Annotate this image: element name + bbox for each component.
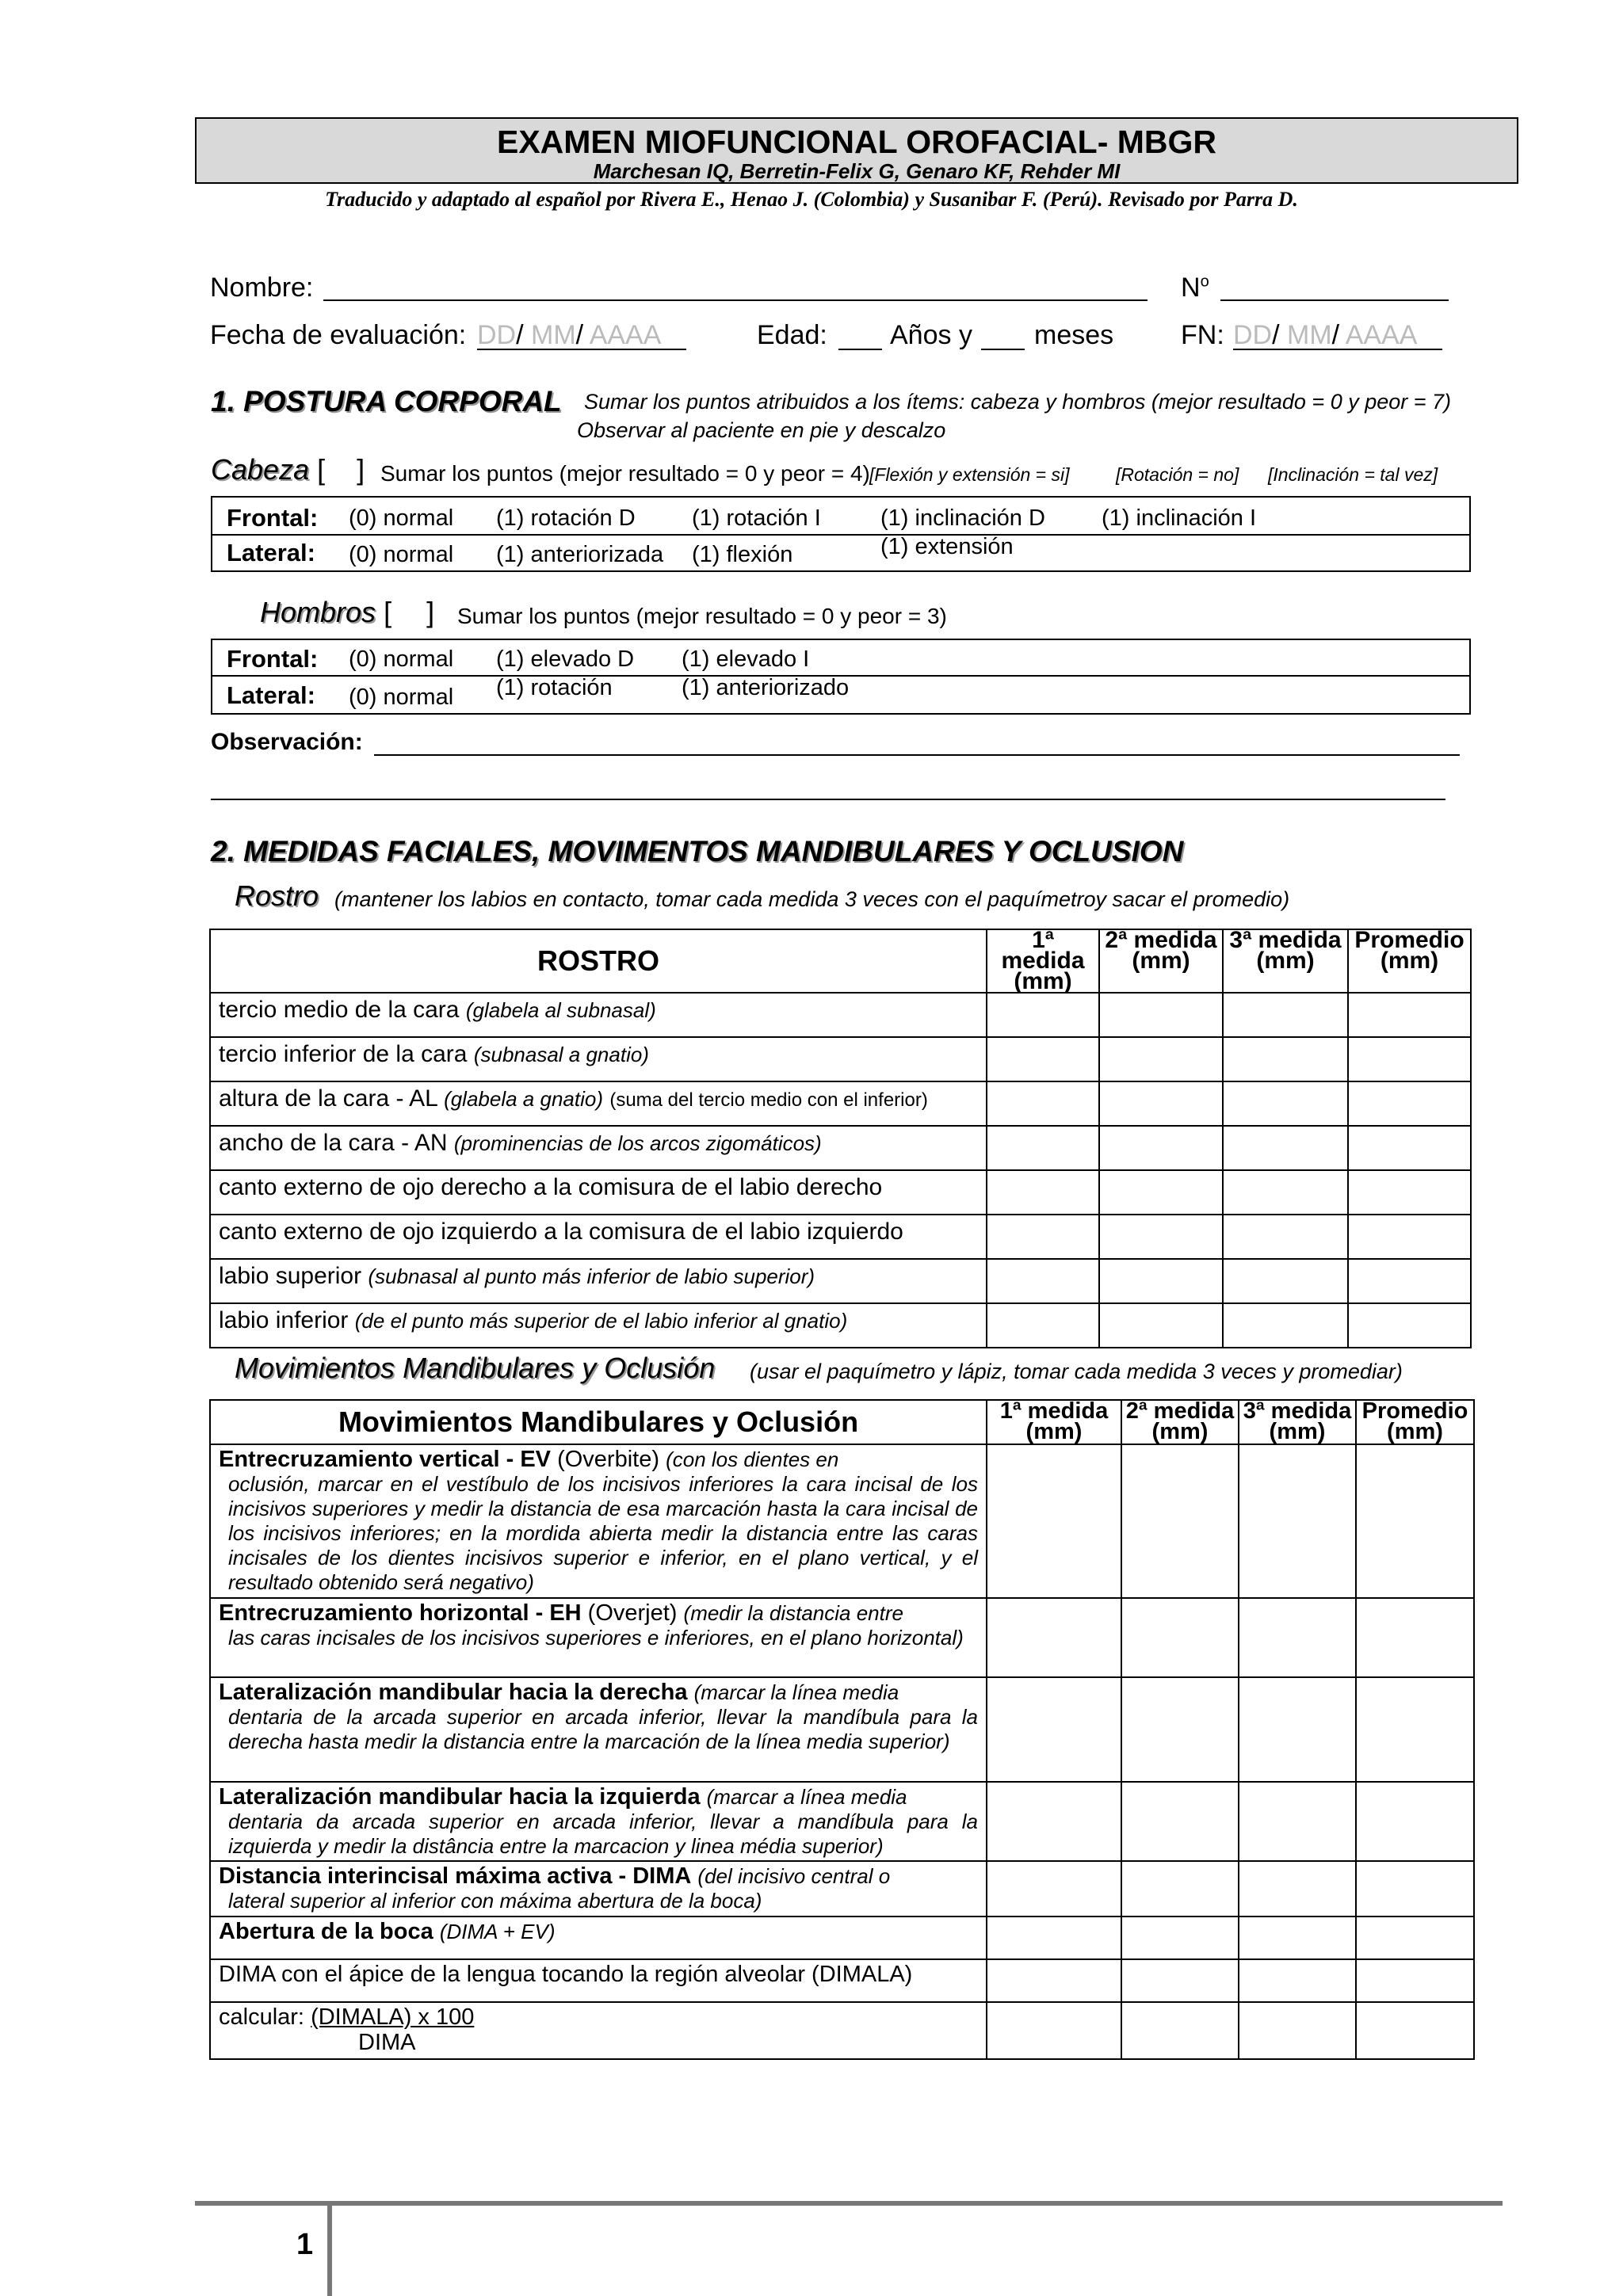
mov-row-label: Abertura de la boca (DIMA + EV) (210, 1917, 987, 1959)
rostro-measure-cell[interactable] (1348, 1215, 1471, 1259)
mov-row-label: DIMA con el ápice de la lengua tocando la región alveolar (DIMALA) (210, 1959, 987, 2002)
rostro-measure-cell[interactable] (1099, 1259, 1223, 1303)
rostro-row-label: labio superior (subnasal al punto más inferior de labio superior) (210, 1259, 987, 1303)
rostro-measure-cell[interactable] (1099, 1081, 1223, 1126)
rostro-measure-cell[interactable] (987, 1259, 1099, 1303)
mov-measure-cell[interactable] (1239, 1598, 1356, 1677)
cabeza-frontal-label: Frontal: (227, 504, 319, 532)
mov-table (209, 1399, 1475, 2060)
cabeza-note-flexion: [Flexión y extensión = si] (869, 464, 1070, 485)
authors: Marchesan IQ, Berretin-Felix G, Genaro KF, Rehder MI (593, 159, 1121, 183)
mov-measure-cell[interactable] (987, 1677, 1121, 1782)
rostro-measure-cell[interactable] (1223, 993, 1348, 1037)
rostro-row-label: tercio medio de la cara (glabela al subnasal) (210, 993, 987, 1037)
mov-measure-cell[interactable] (1239, 2002, 1356, 2059)
rostro-measure-cell[interactable] (1223, 1170, 1348, 1215)
rostro-row (210, 1081, 1471, 1126)
rostro-note: (mantener los labios en contacto, tomar cada medida 3 veces con el paquímetroy sacar el promedio) (334, 887, 1290, 911)
mov-measure-cell[interactable] (1121, 1444, 1239, 1598)
cabeza-lateral-extension[interactable]: (1) extensión (880, 534, 1014, 559)
edad-meses-field[interactable] (981, 349, 1025, 350)
rostro-row-label: ancho de la cara - AN (prominencias de los arcos zigomáticos) (210, 1126, 987, 1170)
document-title: EXAMEN MIOFUNCIONAL OROFACIAL- MBGR (496, 124, 1217, 160)
rostro-row (210, 1303, 1471, 1348)
mov-measure-cell[interactable] (1121, 1677, 1239, 1782)
hombros-options-box (211, 639, 1471, 715)
rostro-measure-cell[interactable] (1348, 1170, 1471, 1215)
footer-rule (195, 2201, 1503, 2206)
fecha-evaluacion-field[interactable]: DD/ MM/ AAAA (477, 320, 662, 350)
mov-measure-cell[interactable] (1121, 2002, 1239, 2059)
cabeza-frontal-inclinacion-i[interactable]: (1) inclinación I (1102, 505, 1257, 531)
rostro-measure-cell[interactable] (1223, 1303, 1348, 1348)
mov-row (210, 1444, 1474, 1598)
rostro-measure-cell[interactable] (987, 1126, 1099, 1170)
rostro-measure-cell[interactable] (1348, 1037, 1471, 1081)
observacion-label: Observación: (211, 729, 363, 755)
cabeza-options-box (211, 496, 1471, 572)
rostro-row (210, 1126, 1471, 1170)
footer-divider (327, 2201, 332, 2296)
mov-measure-cell[interactable] (1239, 1677, 1356, 1782)
mov-row-label: Distancia interincisal máxima activa - DIMA (del incisivo central o lateral superior al inferior con máxima abertura de la boca) (210, 1861, 987, 1917)
observacion-field[interactable] (374, 754, 1460, 756)
section1-note2: Observar al paciente en pie y descalzo (577, 418, 946, 442)
rostro-measure-cell[interactable] (1223, 1126, 1348, 1170)
cabeza-lateral-flexion[interactable]: (1) flexión (692, 542, 793, 567)
rostro-measure-cell[interactable] (1099, 1170, 1223, 1215)
numero-label: $N^o$ (1181, 273, 1209, 303)
mov-measure-cell[interactable] (1356, 1959, 1474, 2002)
rostro-measure-cell[interactable] (987, 1303, 1099, 1348)
cabeza-lateral-normal[interactable]: (0) normal (349, 542, 454, 567)
mov-subtitle: Movimientos Mandibulares y Oclusión (235, 1352, 716, 1384)
rostro-measure-cell[interactable] (1099, 1037, 1223, 1081)
cabeza-lateral-label: Lateral: (227, 539, 315, 566)
mov-measure-cell[interactable] (987, 1782, 1121, 1861)
rostro-col-promedio: Promedio (mm) (1348, 929, 1471, 993)
hombros-frontal-label: Frontal: (227, 645, 319, 673)
rostro-row-label: labio inferior (de el punto más superior de el labio inferior al gnatio) (210, 1303, 987, 1348)
title-box (195, 117, 1518, 184)
cabeza-sum: Sumar los puntos (mejor resultado = 0 y peor = 4) (380, 461, 870, 486)
rostro-measure-cell[interactable] (1348, 1081, 1471, 1126)
mov-row (210, 1677, 1474, 1782)
mov-measure-cell[interactable] (1356, 1444, 1474, 1598)
page-number: 1 (296, 2228, 314, 2261)
mov-measure-cell[interactable] (1239, 1917, 1356, 1959)
cabeza-heading: Cabeza [ ] (211, 453, 365, 486)
observacion-field-line2[interactable] (211, 799, 1445, 800)
rostro-measure-cell[interactable] (987, 1170, 1099, 1215)
mov-row (210, 1782, 1474, 1861)
rostro-measure-cell[interactable] (1348, 1303, 1471, 1348)
translation-credit: Traducido y adaptado al español por Rivera E., Henao J. (Colombia) y Susanibar F. (Perú). Revisado por Parra D. (325, 188, 1298, 211)
mov-row-label: Lateralización mandibular hacia la izquierda (marcar a línea media dentaria da arcada superior en arcada inferior, llevar a mandíbula para la izquierda y medir la distância entre la marcacion y linea média superior) (210, 1782, 987, 1861)
nombre-label: Nombre: (210, 273, 314, 303)
hombros-frontal-elevado-d[interactable]: (1) elevado D (496, 646, 635, 672)
rostro-measure-cell[interactable] (1348, 993, 1471, 1037)
rostro-col-2: 2ª medida (mm) (1099, 929, 1223, 993)
mov-measure-cell[interactable] (1239, 1782, 1356, 1861)
section2-title: 2. MEDIDAS FACIALES, MOVIMENTOS MANDIBULARES Y OCLUSION (211, 835, 1184, 868)
rostro-measure-cell[interactable] (987, 1037, 1099, 1081)
mov-header: Movimientos Mandibulares y Oclusión (210, 1400, 987, 1444)
cabeza-frontal-rotacion-i[interactable]: (1) rotación I (692, 505, 821, 531)
mov-measure-cell[interactable] (1121, 1959, 1239, 2002)
mov-measure-cell[interactable] (987, 2002, 1121, 2059)
hombros-lateral-anteriorizado[interactable]: (1) anteriorizado (682, 675, 850, 700)
mov-measure-cell[interactable] (1356, 1782, 1474, 1861)
mov-measure-cell[interactable] (987, 1917, 1121, 1959)
rostro-measure-cell[interactable] (1223, 1081, 1348, 1126)
fecha-label: Fecha de evaluación: (210, 320, 467, 350)
mov-measure-cell[interactable] (1239, 1861, 1356, 1917)
fecha-underline (477, 349, 686, 350)
rostro-measure-cell[interactable] (1348, 1126, 1471, 1170)
rostro-measure-cell[interactable] (1223, 1259, 1348, 1303)
nombre-field[interactable] (323, 299, 1148, 301)
cabeza-frontal-rotacion-d[interactable]: (1) rotación D (496, 505, 636, 531)
rostro-measure-cell[interactable] (1099, 1303, 1223, 1348)
mov-row (210, 1917, 1474, 1959)
section1-note: Sumar los puntos atribuidos a los ítems: cabeza y hombros (mejor resultado = 0 y peor = 7) (584, 390, 1452, 414)
mov-measure-cell[interactable] (987, 1598, 1121, 1677)
rostro-row-label: altura de la cara - AL (glabela a gnatio) (suma del tercio medio con el inferior) (210, 1081, 987, 1126)
numero-field[interactable] (1220, 299, 1449, 301)
mov-row (210, 2002, 1474, 2059)
mov-col-2: 2ª medida (mm) (1121, 1400, 1239, 1444)
fn-label: FN: (1181, 320, 1224, 350)
cabeza-note-rotacion: [Rotación = no] (1116, 464, 1239, 485)
rostro-col-1: 1ª medida (mm) (987, 929, 1099, 993)
cabeza-note-inclinacion: [Inclinación = tal vez] (1268, 464, 1438, 485)
rostro-measure-cell[interactable] (1223, 1037, 1348, 1081)
rostro-col-3: 3ª medida (mm) (1223, 929, 1348, 993)
cabeza-frontal-normal[interactable]: (0) normal (349, 505, 454, 531)
mov-row (210, 1861, 1474, 1917)
rostro-subtitle: Rostro (235, 879, 319, 912)
mov-measure-cell[interactable] (987, 1959, 1121, 2002)
mov-measure-cell[interactable] (1356, 1917, 1474, 1959)
edad-label: Edad: (757, 320, 827, 350)
rostro-row (210, 1259, 1471, 1303)
rostro-measure-cell[interactable] (1099, 1215, 1223, 1259)
mov-col-1: 1ª medida (mm) (987, 1400, 1121, 1444)
mov-measure-cell[interactable] (987, 1444, 1121, 1598)
mov-measure-cell[interactable] (1356, 1861, 1474, 1917)
mov-row-label: Entrecruzamiento vertical - EV (Overbite) (con los dientes en oclusión, marcar en el vestíbulo de los incisivos inferiores la cara incisal de los incisivos superiores y medir la distancia de esa marcación hasta la cara incisal de los incisivos inferiores; en la mordida abierta medir la distancia entre las caras incisales de los dientes incisivos superior e inferior, en el plano vertical, y el resultado obtenido será negativo) (210, 1444, 987, 1598)
hombros-lateral-normal[interactable]: (0) normal (349, 685, 454, 710)
rostro-row-label: canto externo de ojo izquierdo a la comisura de el labio izquierdo (210, 1215, 987, 1259)
rostro-table (209, 929, 1472, 1348)
rostro-row-label: canto externo de ojo derecho a la comisura de el labio derecho (210, 1170, 987, 1215)
section1-title: 1. POSTURA CORPORAL (211, 385, 562, 418)
rostro-row (210, 993, 1471, 1037)
rostro-measure-cell[interactable] (987, 1215, 1099, 1259)
mov-measure-cell[interactable] (1121, 1917, 1239, 1959)
mov-note: (usar el paquímetro y lápiz, tomar cada medida 3 veces y promediar) (750, 1360, 1403, 1383)
mov-row-label: calcular: (DIMALA) x 100 DIMA (210, 2002, 987, 2059)
rostro-measure-cell[interactable] (1099, 993, 1223, 1037)
rostro-measure-cell[interactable] (1099, 1126, 1223, 1170)
fn-field[interactable]: DD/ MM/ AAAA (1233, 320, 1418, 350)
cabeza-frontal-inclinacion-d[interactable]: (1) inclinación D (880, 505, 1045, 531)
rostro-measure-cell[interactable] (987, 1081, 1099, 1126)
mov-row-label: Entrecruzamiento horizontal - EH (Overjet) (medir la distancia entre las caras incisales de los incisivos superiores e inferiores, en el plano horizontal) (210, 1598, 987, 1677)
hombros-lateral-label: Lateral: (227, 681, 315, 709)
mov-row (210, 1959, 1474, 2002)
mov-col-promedio: Promedio (mm) (1356, 1400, 1474, 1444)
meses-label: meses (1034, 320, 1114, 350)
edad-anos-field[interactable] (838, 349, 882, 350)
mov-measure-cell[interactable] (1121, 1782, 1239, 1861)
hombros-heading: Hombros [ ] (260, 596, 435, 628)
mov-measure-cell[interactable] (1356, 1598, 1474, 1677)
rostro-row (210, 1215, 1471, 1259)
anos-label: Años y (890, 320, 972, 350)
rostro-row (210, 1037, 1471, 1081)
rostro-measure-cell[interactable] (987, 993, 1099, 1037)
hombros-lateral-rotacion[interactable]: (1) rotación (496, 675, 613, 700)
mov-measure-cell[interactable] (1356, 1677, 1474, 1782)
mov-row-label: Lateralización mandibular hacia la derecha (marcar la línea media dentaria de la arcada superior en arcada inferior, llevar la mandíbula para la derecha hasta medir la distancia entre la marcación de la línea media superior) (210, 1677, 987, 1782)
mov-measure-cell[interactable] (1239, 1444, 1356, 1598)
rostro-measure-cell[interactable] (1223, 1215, 1348, 1259)
mov-measure-cell[interactable] (1121, 1598, 1239, 1677)
mov-col-3: 3ª medida (mm) (1239, 1400, 1356, 1444)
mov-measure-cell[interactable] (987, 1861, 1121, 1917)
hombros-sum: Sumar los puntos (mejor resultado = 0 y peor = 3) (457, 604, 947, 628)
rostro-measure-cell[interactable] (1348, 1259, 1471, 1303)
mov-measure-cell[interactable] (1239, 1959, 1356, 2002)
hombros-frontal-normal[interactable]: (0) normal (349, 646, 454, 672)
rostro-header: ROSTRO (210, 929, 987, 993)
mov-row (210, 1598, 1474, 1677)
hombros-frontal-elevado-i[interactable]: (1) elevado I (682, 646, 810, 672)
fn-underline (1233, 349, 1442, 350)
cabeza-lateral-anteriorizada[interactable]: (1) anteriorizada (496, 542, 664, 567)
rostro-row (210, 1170, 1471, 1215)
mov-measure-cell[interactable] (1121, 1861, 1239, 1917)
rostro-row-label: tercio inferior de la cara (subnasal a gnatio) (210, 1037, 987, 1081)
mov-measure-cell[interactable] (1356, 2002, 1474, 2059)
